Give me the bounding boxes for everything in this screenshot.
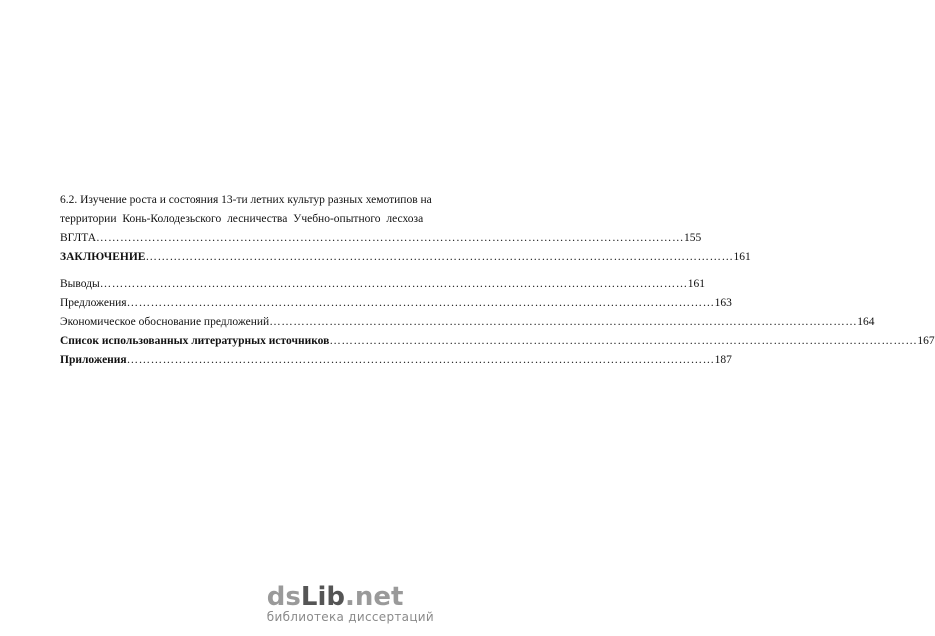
- toc-page-number: 161: [733, 251, 751, 263]
- toc-entry-text: Приложения: [60, 354, 127, 366]
- toc-page-number: 187: [714, 354, 732, 366]
- toc-entry-text: территории Конь-Колодезьского лесничества Учебно-опытного лесхоза: [60, 213, 424, 225]
- watermark: [267, 584, 434, 624]
- table-of-contents: [60, 191, 935, 370]
- toc-entry-text: ВГЛТА: [60, 232, 97, 244]
- toc-entry-economic: [60, 313, 875, 332]
- watermark-logo: [267, 584, 434, 610]
- toc-entry-references: [60, 332, 935, 351]
- toc-page-number: 155: [684, 232, 702, 244]
- toc-entry-text: 6.2. Изучение роста и состояния 13-ти летних культур разных хемотипов на: [60, 194, 432, 206]
- toc-entry-text: ЗАКЛЮЧЕНИЕ: [60, 251, 146, 263]
- toc-leader-dots: …………………………………………………………………………………………………………………………………: [145, 251, 734, 263]
- watermark-logo-main: Lib: [300, 582, 345, 612]
- toc-page-number: 167: [917, 335, 935, 347]
- toc-entry-conclusions: [60, 275, 705, 294]
- toc-page-number: 161: [687, 278, 705, 290]
- toc-leader-dots: …………………………………………………………………………………………………………………………………: [99, 278, 688, 290]
- toc-entry-text: Экономическое обоснование предложений: [60, 316, 270, 328]
- toc-entry-6-2-line1: [60, 191, 432, 210]
- toc-leader-dots: …………………………………………………………………………………………………………………………………: [96, 232, 685, 244]
- toc-entry-6-2-line2: [60, 210, 424, 229]
- toc-leader-dots: …………………………………………………………………………………………………………………………………: [329, 335, 918, 347]
- watermark-logo-suffix: .net: [344, 582, 404, 612]
- toc-entry-6-2-line3: [60, 229, 702, 248]
- toc-leader-dots: …………………………………………………………………………………………………………………………………: [269, 316, 858, 328]
- toc-entry-text: Список использованных литературных источников: [60, 335, 330, 347]
- watermark-subtitle: библиотека диссертаций: [266, 610, 434, 624]
- toc-leader-dots: …………………………………………………………………………………………………………………………………: [126, 354, 715, 366]
- toc-entry-text: Выводы: [60, 278, 100, 290]
- toc-entry-conclusion: [60, 248, 751, 267]
- toc-page-number: 164: [857, 316, 875, 328]
- toc-page-number: 163: [714, 297, 732, 309]
- toc-entry-proposals: [60, 294, 732, 313]
- toc-entry-text: Предложения: [60, 297, 127, 309]
- watermark-logo-prefix: ds: [266, 582, 301, 612]
- toc-leader-dots: …………………………………………………………………………………………………………………………………: [126, 297, 715, 309]
- toc-entry-appendices: [60, 351, 732, 370]
